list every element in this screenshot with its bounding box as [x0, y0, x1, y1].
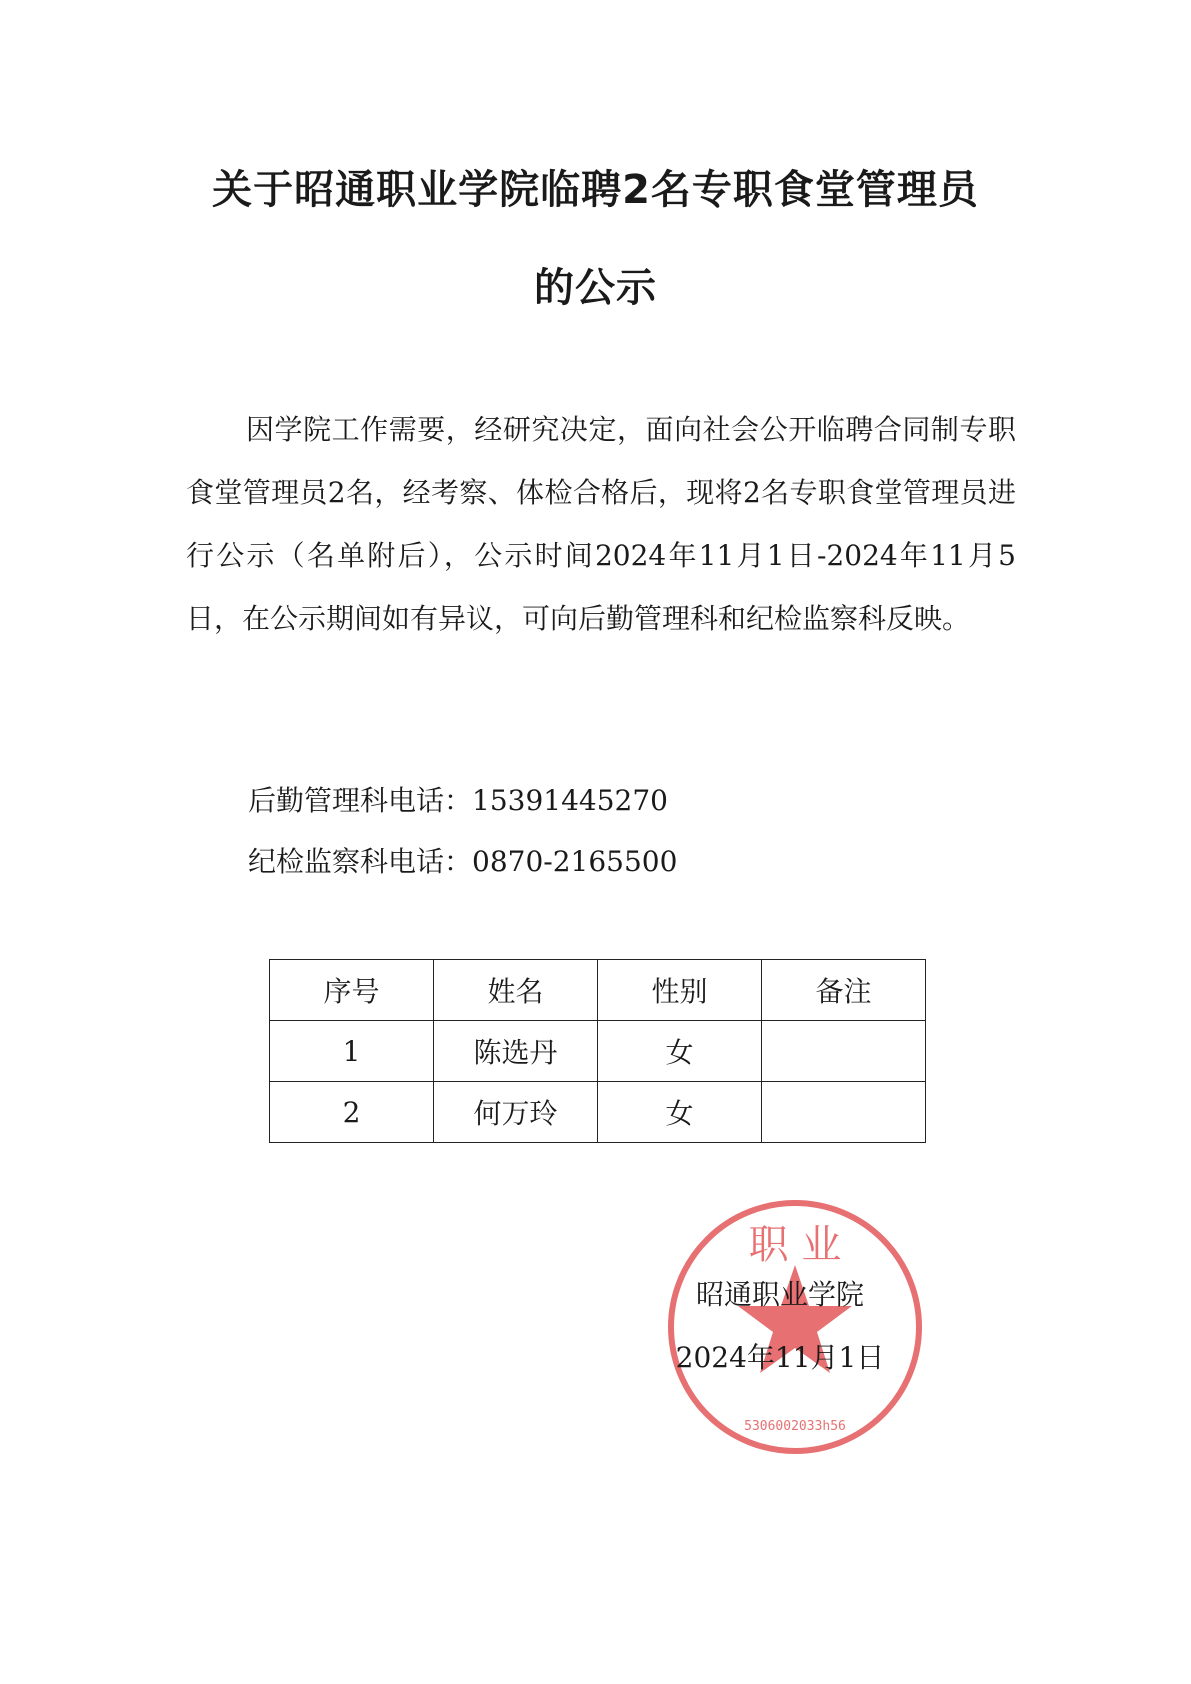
cell-remark [762, 1021, 926, 1082]
cell-index: 2 [270, 1082, 434, 1143]
seal-number: 5306002033h56 [744, 1419, 846, 1434]
cell-remark [762, 1082, 926, 1143]
cell-index: 1 [270, 1021, 434, 1082]
signature-org: 昭通职业学院 [695, 1278, 864, 1311]
cell-gender: 女 [598, 1082, 762, 1143]
table-header-row [270, 960, 926, 1021]
body-paragraph: 因学院工作需要，经研究决定，面向社会公开临聘合同制专职食堂管理员2名，经考察、体检合格后，现将2名专职食堂管理员进行公示（名单附后），公示时间2024年11月1日-2024年11月5日，在公示期间如有异议，可向后勤管理科和纪检监察科反映。 [186, 413, 1016, 635]
cell-name: 何万玲 [434, 1082, 598, 1143]
contact-logistics-phone: 后勤管理科电话：15391445270 [248, 784, 668, 817]
header-name: 姓名 [434, 960, 598, 1021]
official-seal [660, 1192, 930, 1462]
title-line-1: 关于昭通职业学院临聘2名专职食堂管理员 [212, 167, 979, 213]
header-remark: 备注 [762, 960, 926, 1021]
header-index: 序号 [270, 960, 434, 1021]
contact-discipline-phone: 纪检监察科电话：0870-2165500 [248, 845, 678, 878]
cell-gender: 女 [598, 1021, 762, 1082]
signature-date: 2024年11月1日 [675, 1341, 885, 1374]
table-row [270, 1082, 926, 1143]
cell-name: 陈选丹 [434, 1021, 598, 1082]
staff-table [269, 959, 926, 1143]
seal-top-text: 职 业 [748, 1222, 842, 1268]
table-row [270, 1021, 926, 1082]
header-gender: 性别 [598, 960, 762, 1021]
title-line-2: 的公示 [534, 265, 657, 311]
